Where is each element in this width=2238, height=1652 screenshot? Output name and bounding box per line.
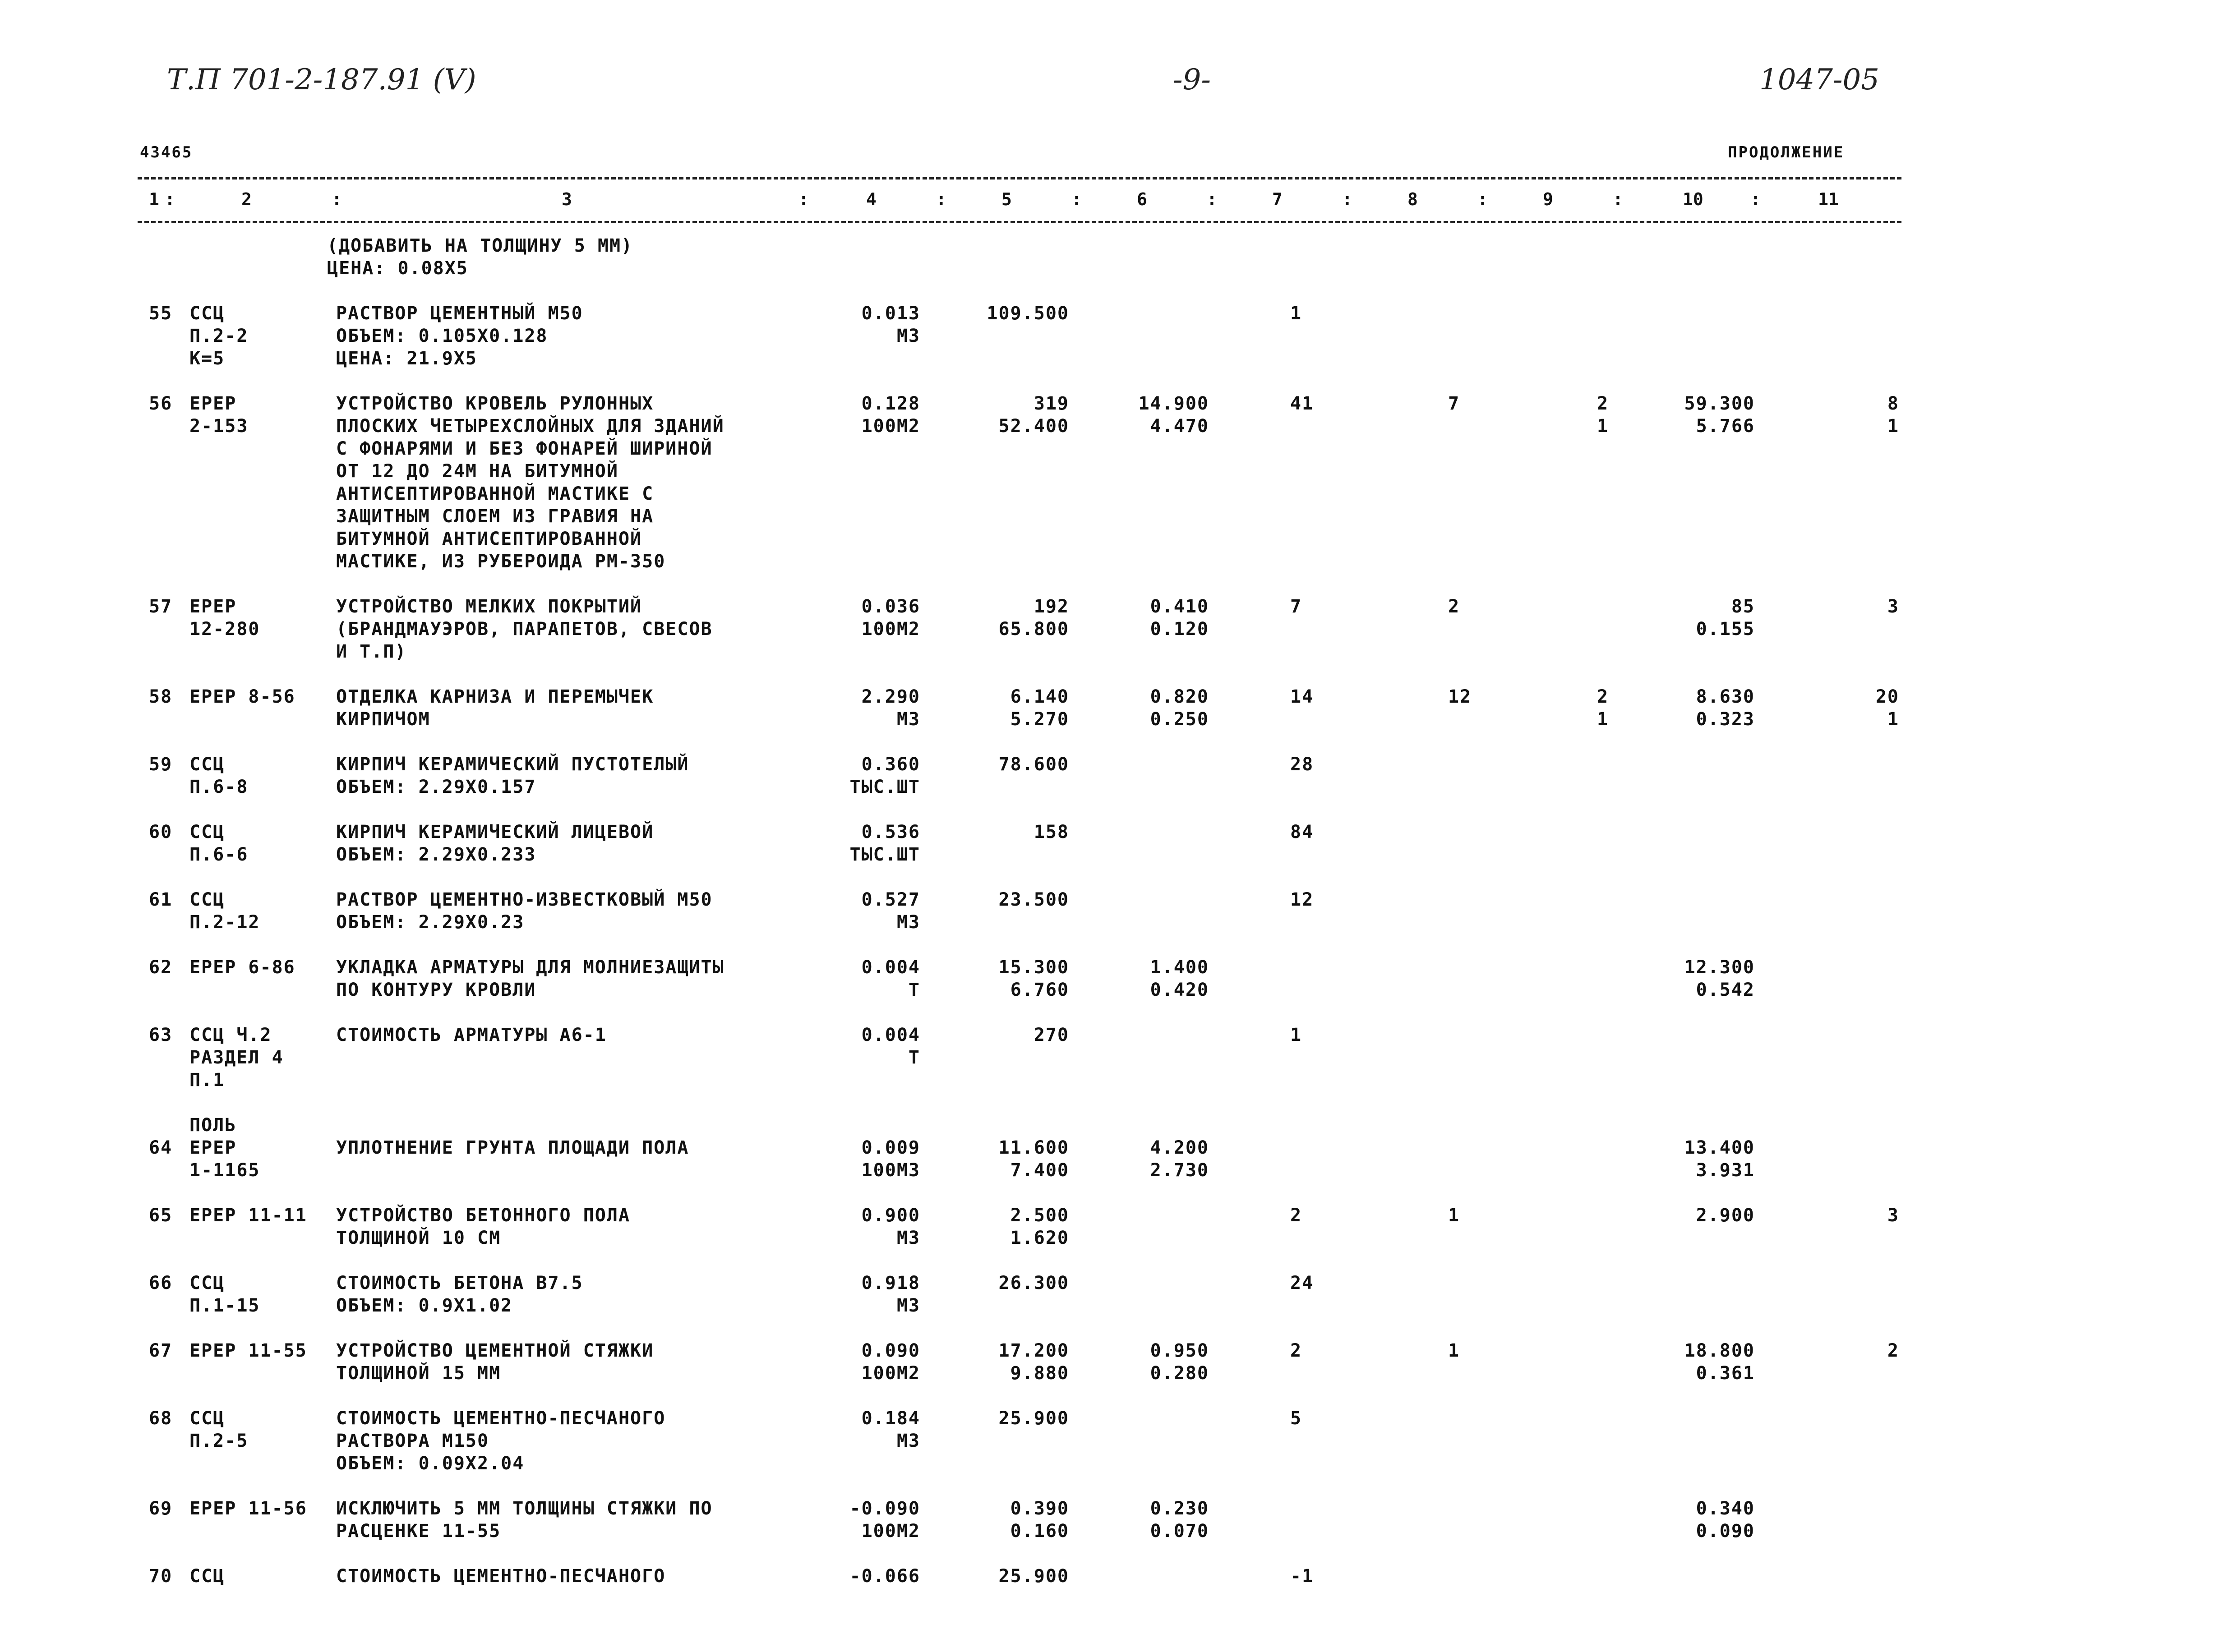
column-number-1: 1 — [149, 189, 159, 209]
norm-code: ССЦ П.1-15 — [189, 1273, 260, 1316]
col-9-value: 2 1 — [1597, 393, 1609, 437]
col-7-value: 14 — [1290, 686, 1314, 707]
quantity: 0.013 М3 — [861, 303, 920, 346]
col-10-value: 85 0.155 — [1696, 596, 1755, 640]
column-separator: : — [165, 189, 175, 209]
row-number: 61 — [149, 889, 173, 910]
quantity: 0.090 100М2 — [861, 1340, 920, 1384]
work-description: УСТРОЙСТВО БЕТОННОГО ПОЛА ТОЛЩИНОЙ 10 СМ — [336, 1205, 631, 1248]
col-8-value: 7 — [1448, 393, 1460, 414]
column-number-2: 2 — [241, 189, 252, 209]
continuation-label: ПРОДОЛЖЕНИЕ — [1728, 143, 1845, 161]
col-7-value: 28 — [1290, 754, 1314, 775]
col-10-value: 59.300 5.766 — [1684, 393, 1755, 437]
col-8-value: 1 — [1448, 1205, 1460, 1226]
column-number-7: 7 — [1272, 189, 1283, 209]
col-7-value: 41 — [1290, 393, 1314, 414]
document-code: Т.П 701-2-187.91 (V) — [167, 63, 476, 97]
col-6-value: 0.410 0.120 — [1150, 596, 1209, 640]
col-11-value: 3 — [1887, 1205, 1899, 1226]
col-5-value: 192 65.800 — [998, 596, 1069, 640]
norm-code: ЕРЕР 11-11 — [189, 1205, 307, 1226]
norm-code: ЕРЕР 12-280 — [189, 596, 260, 640]
col-11-value: 20 1 — [1875, 686, 1899, 730]
column-separator: : — [798, 189, 809, 209]
col-7-value: -1 — [1290, 1566, 1314, 1587]
col-10-value: 0.340 0.090 — [1696, 1498, 1755, 1542]
row-number: 64 — [149, 1137, 173, 1158]
work-description: СТОИМОСТЬ БЕТОНА В7.5 ОБЪЕМ: 0.9Х1.02 — [336, 1273, 583, 1316]
norm-code: ССЦ — [189, 1566, 225, 1587]
col-10-value: 13.400 3.931 — [1684, 1137, 1755, 1181]
row-number: 70 — [149, 1566, 173, 1587]
row-number: 55 — [149, 303, 173, 324]
col-6-value: 0.230 0.070 — [1150, 1498, 1209, 1542]
col-7-value: 24 — [1290, 1273, 1314, 1293]
column-separator: : — [1071, 189, 1082, 209]
row-number: 66 — [149, 1273, 173, 1293]
norm-code: ЕРЕР 2-153 — [189, 393, 249, 437]
page-number: -9- — [1173, 63, 1211, 97]
work-description: ОТДЕЛКА КАРНИЗА И ПЕРЕМЫЧЕК КИРПИЧОМ — [336, 686, 654, 730]
col-6-value: 0.950 0.280 — [1150, 1340, 1209, 1384]
work-description: УСТРОЙСТВО ЦЕМЕНТНОЙ СТЯЖКИ ТОЛЩИНОЙ 15 ММ — [336, 1340, 654, 1384]
col-5-value: 6.140 5.270 — [1010, 686, 1069, 730]
column-number-9: 9 — [1543, 189, 1553, 209]
quantity: -0.090 100М2 — [849, 1498, 920, 1542]
column-number-11: 11 — [1818, 189, 1839, 209]
norm-code: ССЦ П.2-5 — [189, 1408, 249, 1451]
col-11-value: 2 — [1887, 1340, 1899, 1361]
col-5-value: 2.500 1.620 — [1010, 1205, 1069, 1248]
col-6-value: 0.820 0.250 — [1150, 686, 1209, 730]
work-description: ИСКЛЮЧИТЬ 5 ММ ТОЛЩИНЫ СТЯЖКИ ПО РАСЦЕНКЕ 11-55 — [336, 1498, 713, 1542]
norm-code: ССЦ П.6-8 — [189, 754, 249, 797]
col-7-value: 7 — [1290, 596, 1302, 617]
col-5-value: 17.200 9.880 — [998, 1340, 1069, 1384]
col-5-value: 270 — [1034, 1025, 1069, 1045]
row-number: 67 — [149, 1340, 173, 1361]
norm-code: ЕРЕР 1-1165 — [189, 1137, 260, 1181]
work-description: КИРПИЧ КЕРАМИЧЕСКИЙ ПУСТОТЕЛЫЙ ОБЪЕМ: 2.29Х0.157 — [336, 754, 689, 797]
row-number: 62 — [149, 957, 173, 978]
column-separator: : — [1207, 189, 1217, 209]
column-number-6: 6 — [1137, 189, 1147, 209]
col-8-value: 1 — [1448, 1340, 1460, 1361]
row-number: 65 — [149, 1205, 173, 1226]
col-11-value: 3 — [1887, 596, 1899, 617]
col-7-value: 5 — [1290, 1408, 1302, 1429]
row-number: 63 — [149, 1025, 173, 1045]
work-description: УСТРОЙСТВО КРОВЕЛЬ РУЛОННЫХ ПЛОСКИХ ЧЕТЫРЕХСЛОЙНЫХ ДЛЯ ЗДАНИЙ С ФОНАРЯМИ И БЕЗ ФОНАРЕЙ ШИРИНОЙ ОТ 12 ДО 24М НА БИТУМНОЙ АНТИСЕПТИРОВАННОЙ МАСТИКЕ С ЗАЩИТНЫМ СЛОЕМ ИЗ ГРАВИЯ НА БИТУМНОЙ АНТИСЕПТИРОВАННОЙ МАСТИКЕ, ИЗ РУБЕРОИДА РМ-350 — [336, 393, 724, 572]
col-5-value: 158 — [1034, 822, 1069, 842]
col-9-value: 2 1 — [1597, 686, 1609, 730]
work-description: УСТРОЙСТВО МЕЛКИХ ПОКРЫТИЙ (БРАНДМАУЭРОВ, ПАРАПЕТОВ, СВЕСОВ И Т.П) — [336, 596, 713, 662]
norm-code: ПОЛЬ — [189, 1115, 237, 1136]
column-separator: : — [1613, 189, 1623, 209]
work-description: СТОИМОСТЬ АРМАТУРЫ А6-1 — [336, 1025, 607, 1045]
document-number: 1047-05 — [1759, 63, 1879, 97]
norm-code: ССЦ П.2-12 — [189, 889, 260, 933]
col-5-value: 25.900 — [998, 1408, 1069, 1429]
col-5-value: 109.500 — [987, 303, 1069, 324]
col-5-value: 26.300 — [998, 1273, 1069, 1293]
col-7-value: 1 — [1290, 303, 1302, 324]
column-number-5: 5 — [1001, 189, 1012, 209]
column-separator: : — [1342, 189, 1352, 209]
row-number: 60 — [149, 822, 173, 842]
col-7-value: 2 — [1290, 1205, 1302, 1226]
col-10-value: 12.300 0.542 — [1684, 957, 1755, 1000]
quantity: 0.918 М3 — [861, 1273, 920, 1316]
col-7-value: 1 — [1290, 1025, 1302, 1045]
col-7-value: 12 — [1290, 889, 1314, 910]
work-description: СТОИМОСТЬ ЦЕМЕНТНО-ПЕСЧАНОГО РАСТВОРА М150 ОБЪЕМ: 0.09Х2.04 — [336, 1408, 666, 1474]
quantity: 0.536 ТЫС.ШТ — [849, 822, 920, 865]
col-10-value: 2.900 — [1696, 1205, 1755, 1226]
work-description: СТОИМОСТЬ ЦЕМЕНТНО-ПЕСЧАНОГО — [336, 1566, 666, 1587]
col-8-value: 2 — [1448, 596, 1460, 617]
col-6-value: 1.400 0.420 — [1150, 957, 1209, 1000]
column-number-4: 4 — [866, 189, 877, 209]
column-separator: : — [1477, 189, 1488, 209]
row-number: 58 — [149, 686, 173, 707]
column-number-3: 3 — [562, 189, 572, 209]
norm-code: ЕРЕР 6-86 — [189, 957, 295, 978]
col-5-value: 0.390 0.160 — [1010, 1498, 1069, 1542]
quantity: 0.527 М3 — [861, 889, 920, 933]
work-description: КИРПИЧ КЕРАМИЧЕСКИЙ ЛИЦЕВОЙ ОБЪЕМ: 2.29Х0.233 — [336, 822, 654, 865]
row-number: 57 — [149, 596, 173, 617]
col-7-value: 2 — [1290, 1340, 1302, 1361]
col-10-value: 8.630 0.323 — [1696, 686, 1755, 730]
quantity: 0.360 ТЫС.ШТ — [849, 754, 920, 797]
col-5-value: 15.300 6.760 — [998, 957, 1069, 1000]
norm-code: ССЦ П.2-2 К=5 — [189, 303, 249, 369]
work-description: УПЛОТНЕНИЕ ГРУНТА ПЛОЩАДИ ПОЛА — [336, 1137, 689, 1158]
col-6-value: 14.900 4.470 — [1138, 393, 1209, 437]
column-separator: : — [936, 189, 946, 209]
intro-text: (ДОБАВИТЬ НА ТОЛЩИНУ 5 ММ) ЦЕНА: 0.08Х5 — [327, 235, 633, 279]
quantity: -0.066 — [849, 1566, 920, 1587]
quantity: 0.004 Т — [861, 957, 920, 1000]
norm-code: ЕРЕР 11-56 — [189, 1498, 307, 1519]
norm-code: ССЦ П.6-6 — [189, 822, 249, 865]
quantity: 0.009 100М3 — [861, 1137, 920, 1181]
col-5-value: 25.900 — [998, 1566, 1069, 1587]
work-description: УКЛАДКА АРМАТУРЫ ДЛЯ МОЛНИЕЗАЩИТЫ ПО КОНТУРУ КРОВЛИ — [336, 957, 724, 1000]
column-number-10: 10 — [1683, 189, 1703, 209]
col-8-value: 12 — [1448, 686, 1472, 707]
quantity: 0.004 Т — [861, 1025, 920, 1068]
header-code: 43465 — [140, 143, 193, 161]
row-number: 68 — [149, 1408, 173, 1429]
col-7-value: 84 — [1290, 822, 1314, 842]
col-10-value: 18.800 0.361 — [1684, 1340, 1755, 1384]
work-description: РАСТВОР ЦЕМЕНТНО-ИЗВЕСТКОВЫЙ М50 ОБЪЕМ: 2.29Х0.23 — [336, 889, 713, 933]
col-5-value: 11.600 7.400 — [998, 1137, 1069, 1181]
quantity: 2.290 М3 — [861, 686, 920, 730]
col-5-value: 319 52.400 — [998, 393, 1069, 437]
quantity: 0.900 М3 — [861, 1205, 920, 1248]
column-number-8: 8 — [1407, 189, 1418, 209]
header-rule-bottom — [138, 221, 1901, 223]
norm-code: ССЦ Ч.2 РАЗДЕЛ 4 П.1 — [189, 1025, 284, 1091]
work-description: РАСТВОР ЦЕМЕНТНЫЙ М50 ОБЪЕМ: 0.105Х0.128 ЦЕНА: 21.9Х5 — [336, 303, 583, 369]
column-separator: : — [332, 189, 342, 209]
quantity: 0.128 100М2 — [861, 393, 920, 437]
col-11-value: 8 1 — [1887, 393, 1899, 437]
norm-code: ЕРЕР 8-56 — [189, 686, 295, 707]
col-5-value: 23.500 — [998, 889, 1069, 910]
col-5-value: 78.600 — [998, 754, 1069, 775]
norm-code: ЕРЕР 11-55 — [189, 1340, 307, 1361]
row-number: 59 — [149, 754, 173, 775]
col-6-value: 4.200 2.730 — [1150, 1137, 1209, 1181]
row-number: 56 — [149, 393, 173, 414]
column-separator: : — [1750, 189, 1761, 209]
header-rule-top — [138, 177, 1901, 179]
row-number: 69 — [149, 1498, 173, 1519]
quantity: 0.036 100М2 — [861, 596, 920, 640]
quantity: 0.184 М3 — [861, 1408, 920, 1451]
